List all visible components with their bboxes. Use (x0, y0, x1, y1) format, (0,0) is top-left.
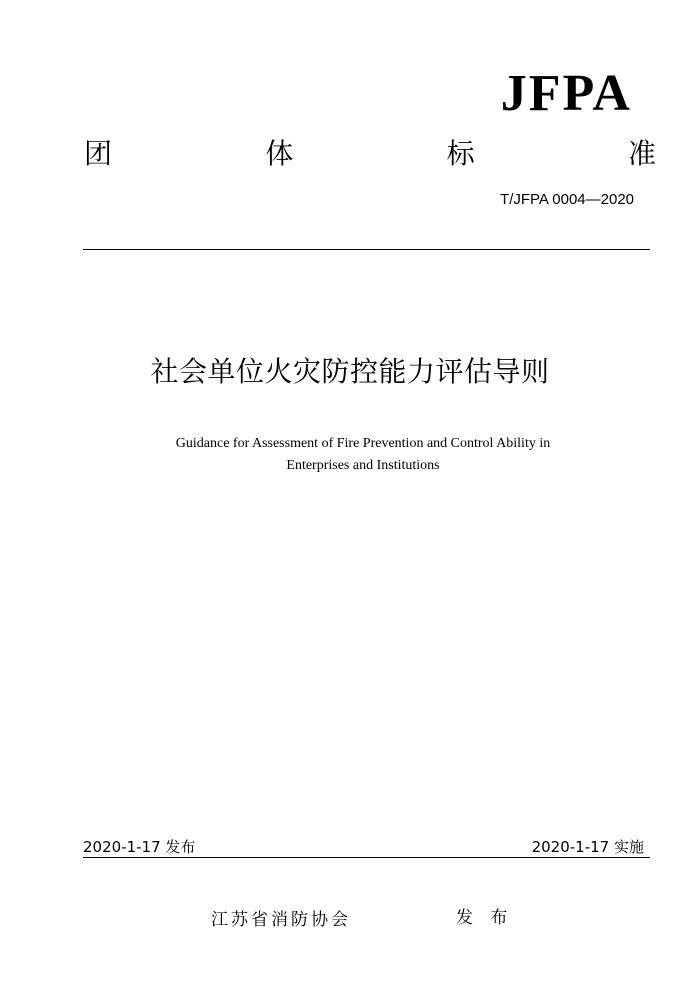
english-title-line-2: Enterprises and Institutions (286, 458, 440, 473)
document-title-chinese: 社会单位火灾防控能力评估导则 (150, 355, 550, 388)
document-title-english (0, 433, 700, 477)
publish-label: 发 布 (456, 908, 514, 928)
publisher-name: 江苏省消防协会 (211, 910, 351, 930)
standard-code: T/JFPA 0004—2020 (500, 191, 634, 208)
standard-type-char: 标 (446, 137, 475, 170)
standard-type-char: 体 (265, 137, 294, 170)
header-divider (83, 249, 650, 250)
organization-logo: JFPA (500, 65, 632, 122)
standard-type-char: 准 (627, 137, 656, 170)
standard-type (84, 134, 656, 174)
dates-row (83, 837, 650, 858)
standard-type-char: 团 (84, 137, 113, 170)
implementation-date: 2020-1-17 实施 (531, 838, 644, 856)
issue-date: 2020-1-17 发布 (83, 838, 196, 856)
english-title-line-1: Guidance for Assessment of Fire Prevention and Control Ability in (175, 436, 551, 451)
